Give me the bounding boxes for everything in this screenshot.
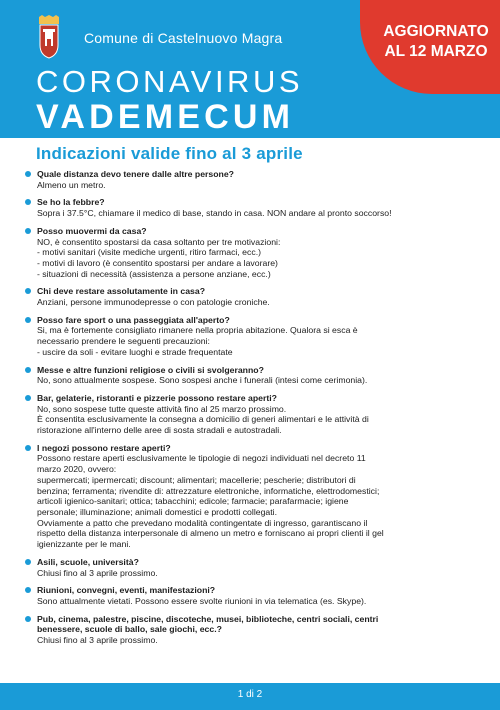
bullet-icon (25, 171, 31, 177)
faq-answer: Almeno un metro. (37, 179, 106, 190)
faq-item (24, 169, 494, 190)
badge-line: AL 12 MARZO (384, 43, 488, 60)
faq-answer: Chiusi fino al 3 aprile prossimo. (37, 635, 158, 646)
faq-item (24, 557, 494, 578)
faq-item (24, 315, 494, 358)
faq-question: Quale distanza devo tenere dalle altre persone? (37, 169, 234, 179)
bullet-icon (25, 559, 31, 565)
faq-item (24, 286, 494, 307)
bullet-icon (25, 445, 31, 451)
faq-question: Posso muovermi da casa? (37, 225, 147, 236)
faq-item (24, 197, 494, 218)
faq-item (24, 443, 494, 550)
faq-question: Riunioni, convegni, eventi, manifestazioni? (37, 585, 216, 596)
bullet-icon (25, 395, 31, 401)
faq-answer: Anziani, persone immunodepresse o con patologie croniche. (37, 297, 270, 308)
faq-item (24, 393, 494, 436)
faq-answer: Si, ma è fortemente consigliato rimanere nella propria abitazione. Qualora si esca è necessario prendere le seguenti precauzioni: - uscire da soli - evitare luoghi e strade frequentate (37, 325, 358, 357)
faq-answer: No, sono attualmente sospese. Sono sospesi anche i funerali (intesi come cerimonia). (37, 375, 368, 386)
municipality-name: Comune di Castelnuovo Magra (84, 30, 283, 46)
faq-item (24, 226, 494, 280)
faq-question: Messe e altre funzioni religiose o civili si svolgeranno? (37, 364, 264, 375)
title-line-2: VADEMECUM (36, 98, 295, 136)
faq-answer: NO, è consentito spostarsi da casa soltanto per tre motivazioni: - motivi sanitari (visite mediche urgenti, ritiro farmaci, ecc.) - motivi di lavoro (è consentito spostarsi per andare a lavorare) - situazioni di necessità (assistenza a persone anziane, ecc.) (37, 236, 281, 279)
badge-line: AGGIORNATO (383, 23, 489, 40)
bullet-icon (25, 587, 31, 593)
bullet-icon (25, 228, 31, 234)
faq-item (24, 614, 494, 646)
faq-question: Se ho la febbre? (37, 197, 105, 208)
validity-subtitle: Indicazioni valide fino al 3 aprile (36, 144, 303, 163)
faq-question: I negozi possono restare aperti? (37, 442, 171, 453)
faq-question: Chi deve restare assolutamente in casa? (37, 286, 206, 297)
bullet-icon (25, 317, 31, 323)
faq-list (24, 169, 494, 653)
faq-answer: Possono restare aperti esclusivamente le tipologie di negozi individuati nel decreto 11 marzo 2020, ovvero: supermercati; ipermercati; discount; alimentari; macellerie; pescherie; distributori di benzina; ferramenta; rivendite di: attrezzature elettroniche, informatiche, elettrodomestici; articoli igienico-sanitari; ottica; tabacchini; edicole; farmacie; parafarmacie; igiene personale; illuminazione; animali domestici e prodotti collegati. Ovviamente a patto che prevedano modalità contingentate di ingresso, garantiscano il rispetto della distanza interpersonale di almeno un metro e forniscano ai propri clienti il gel igienizzante per le mani. (37, 453, 384, 550)
faq-answer: Sopra i 37.5°C, chiamare il medico di base, stando in casa. NON andare al pronto soccorso! (37, 208, 392, 219)
faq-question: Bar, gelaterie, ristoranti e pizzerie possono restare aperti? (37, 392, 277, 403)
bullet-icon (25, 288, 31, 294)
page-number: 1 di 2 (237, 689, 263, 700)
bullet-icon (25, 616, 31, 622)
faq-answer: Chiusi fino al 3 aprile prossimo. (37, 567, 158, 578)
faq-question: Pub, cinema, palestre, piscine, discoteche, musei, biblioteche, centri sociali, centri benessere, scuole di ballo, sale giochi, ecc.? (37, 613, 379, 635)
title-line-1: CORONAVIRUS (36, 64, 304, 99)
faq-question: Asili, scuole, università? (37, 556, 139, 567)
municipal-crest-icon (38, 15, 60, 59)
faq-question: Posso fare sport o una passeggiata all'aperto? (37, 314, 230, 325)
faq-answer: No, sono sospese tutte queste attività fino al 25 marzo prossimo. È consentita esclusivamente la consegna a domicilio di generi alimentari e le attività di ristorazione all'interno delle aree di sosta stradali e autostradali. (37, 403, 369, 436)
footer-bar (0, 683, 500, 710)
header-banner (0, 0, 500, 138)
bullet-icon (25, 199, 31, 205)
faq-answer: Sono attualmente vietati. Possono essere svolte riunioni in via telematica (es. Skype). (37, 595, 367, 606)
faq-item (24, 365, 494, 386)
update-badge-text (376, 22, 496, 62)
faq-item (24, 585, 494, 606)
bullet-icon (25, 367, 31, 373)
